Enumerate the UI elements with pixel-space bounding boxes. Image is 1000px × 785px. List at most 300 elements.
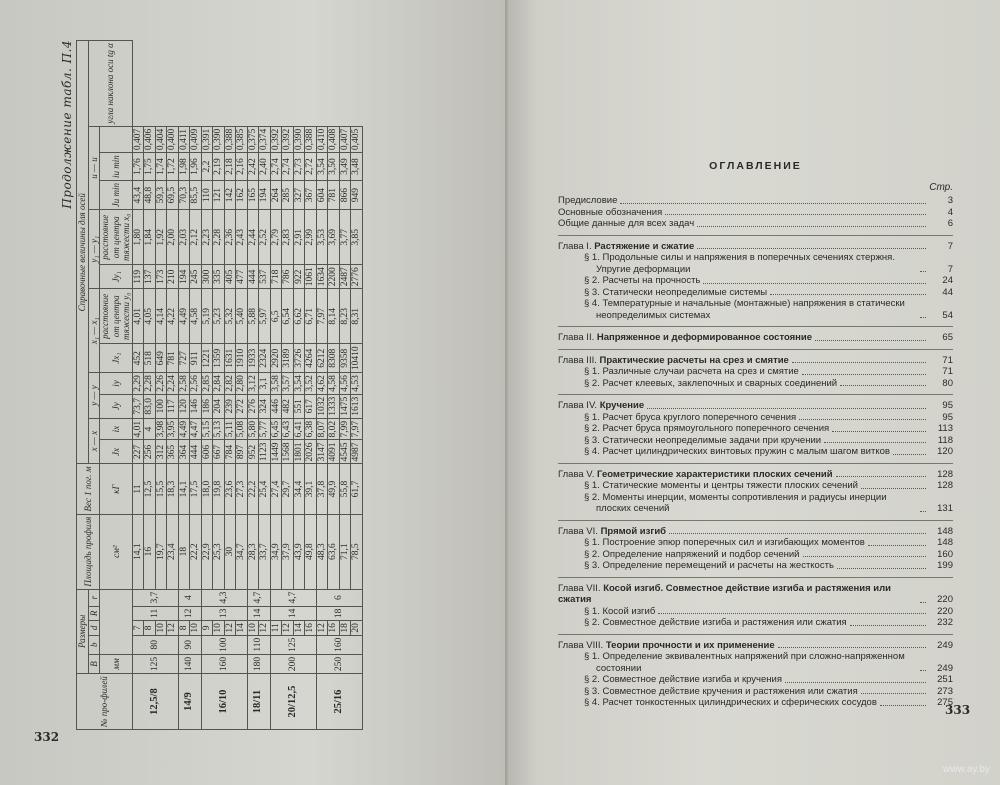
toc-page-number: 118 (937, 434, 953, 446)
toc-page-number: 160 (937, 548, 953, 560)
dim-B: 180 (247, 654, 270, 673)
table-cell: 1,80 (132, 210, 144, 265)
toc-entry (558, 412, 953, 424)
toc-page-number: 6 (947, 218, 953, 229)
table-cell: 911 (190, 344, 202, 373)
table-cell: 5,97 (259, 289, 271, 344)
col-yy: y — y (88, 373, 100, 419)
chapter-prefix: Глава VII. (558, 582, 604, 594)
dot-leader (658, 613, 926, 614)
table-cell: 0,400 (167, 126, 179, 152)
toc-page-number: 220 (937, 605, 953, 617)
table-cell: 1,74 (155, 153, 167, 181)
table-cell: 276 (247, 394, 259, 418)
toc-entry-title: § 2. Моменты инерции, моменты сопротивления и радиусы инерции плоских сечений (584, 491, 887, 514)
dot-leader (861, 488, 926, 489)
table-cell: 667 (213, 440, 225, 464)
table-cell: 0,388 (305, 126, 317, 152)
table-cell: 48,8 (144, 180, 156, 209)
table-cell: 0,390 (293, 126, 305, 152)
table-cell: 335 (213, 265, 225, 289)
table-cell: 4,22 (167, 289, 179, 344)
table-cell: 4264 (305, 344, 317, 373)
dot-leader (920, 511, 926, 512)
toc-page-number: 71 (942, 366, 953, 377)
table-cell: 27,3 (236, 464, 248, 514)
table-cell: 0,385 (236, 126, 248, 152)
table-cell: 0,375 (247, 126, 259, 152)
table-cell: 3,1 (259, 373, 271, 395)
table-cell: 37,9 (282, 514, 294, 589)
dim-B: 140 (178, 654, 201, 673)
table-cell: 537 (259, 265, 271, 289)
chapter-divider (558, 463, 953, 464)
table-cell: 6212 (316, 344, 328, 373)
table-cell: 5,11 (224, 418, 236, 440)
toc-page-number: 65 (942, 332, 953, 343)
dot-leader (792, 362, 926, 363)
dim-R: 18 (316, 606, 362, 621)
table-cell: 2200 (328, 265, 340, 289)
dot-leader (832, 431, 926, 432)
table-cell: 19,8 (213, 464, 225, 514)
table-cell: 364 (178, 440, 190, 464)
toc-entry-title: Предисловие (558, 195, 618, 206)
profile-number: 14/9 (178, 674, 201, 730)
table-cell: 312 (155, 440, 167, 464)
toc-page-number: 71 (942, 354, 953, 366)
toc-entry (558, 469, 953, 481)
col-Jy1: Jy₁ (100, 265, 133, 289)
chapter-title: Напряженное и деформированное состояние (596, 332, 813, 343)
profile-number: 18/11 (247, 674, 270, 730)
table-cell: 2,58 (178, 373, 190, 395)
col-x0: расстояние от центра тяжести x₀ (100, 210, 133, 265)
toc-page-number: 249 (937, 639, 953, 651)
table-cell: 0,392 (282, 126, 294, 152)
toc-entry (558, 446, 953, 458)
table-cell: 367 (305, 180, 317, 209)
dim-b: 90 (178, 635, 201, 654)
toc-page-number: 95 (942, 400, 953, 411)
table-cell: 2,28 (213, 210, 225, 265)
table-cell: 1631 (224, 344, 236, 373)
table-cell: 4545 (339, 440, 351, 464)
chapter-prefix: Глава II. (558, 332, 597, 343)
dim-r: 4 (178, 589, 201, 606)
table-cell: 0,411 (178, 126, 190, 152)
toc-entry (558, 549, 953, 561)
table-cell: 1,92 (155, 210, 167, 265)
toc-entry (558, 435, 953, 447)
toc-page-number: 273 (937, 685, 953, 697)
table-cell: 1634 (316, 265, 328, 289)
dim-d: 16 (305, 621, 317, 636)
table-row (155, 41, 167, 730)
dot-leader (893, 454, 926, 455)
chapter-title: Геометрические характеристики плоских сечений (597, 468, 833, 480)
table-cell: 2,12 (190, 210, 202, 265)
col-r: r (88, 589, 100, 606)
chapter-title: Растяжение и сжатие (594, 240, 695, 252)
dim-d: 12 (282, 621, 294, 636)
table-cell: 0,406 (144, 126, 156, 152)
toc-page-number: 4 (947, 206, 953, 218)
table-cell: 210 (167, 265, 179, 289)
dim-b: 125 (270, 635, 316, 654)
toc-entry-title: § 4. Температурные и начальные (монтажные) напряжения в статически неопределимых системах (584, 298, 905, 321)
table-cell: 3,69 (328, 210, 340, 265)
dim-b: 160 (316, 635, 362, 654)
table-cell: 55,8 (339, 464, 351, 514)
table-cell: 23,4 (167, 514, 179, 589)
col-y1y1: y₁ — y₁ (88, 210, 100, 289)
table-cell: 3,52 (305, 373, 317, 395)
table-cell: 1801 (293, 440, 305, 464)
table-cell: 0,391 (201, 126, 213, 152)
toc-chapters (558, 235, 953, 709)
toc-entry (558, 640, 953, 652)
col-d: d (88, 621, 100, 636)
table-cell: 2,74 (270, 153, 282, 181)
dot-leader (920, 602, 926, 603)
table-row (144, 41, 156, 730)
table-cell: 482 (282, 394, 294, 418)
toc-entry-title: § 4. Расчет цилиндрических винтовых пружин с малым шагом витков (584, 446, 890, 457)
col-Jx1: Jx₁ (100, 344, 133, 373)
table-cell: 1,75 (144, 153, 156, 181)
table-cell: 34,7 (236, 514, 248, 589)
table-cell: 173 (155, 265, 167, 289)
table-cell: 239 (224, 394, 236, 418)
toc-entry (558, 617, 953, 629)
table-cell: 8,07 (316, 418, 328, 440)
toc-entry (558, 560, 953, 572)
table-cell: 0,388 (224, 126, 236, 152)
table-cell: 22,2 (190, 514, 202, 589)
table-cell: 110 (201, 180, 213, 209)
dot-leader (920, 271, 926, 272)
dim-d: 10 (190, 621, 202, 636)
toc-entry (558, 423, 953, 435)
table-cell: 2,2 (201, 153, 213, 181)
table-row (316, 41, 328, 730)
table-cell: 6,62 (293, 289, 305, 344)
table-cell: 1221 (201, 344, 213, 373)
dot-leader (880, 705, 926, 706)
table-row (213, 41, 225, 730)
table-cell: 3,49 (339, 153, 351, 181)
table-cell: 1,84 (144, 210, 156, 265)
table-cell: 256 (144, 440, 156, 464)
table-cell: 2487 (339, 265, 351, 289)
toc-page-number: 24 (942, 275, 953, 286)
col-iumin: iu min (100, 153, 133, 181)
table-cell: 4,49 (178, 289, 190, 344)
table-cell: 786 (282, 265, 294, 289)
table-cell: 2,85 (201, 373, 213, 395)
table-row (190, 41, 202, 730)
col-tga: угла наклона оси tg α (88, 41, 132, 127)
table-cell: 4,49 (178, 418, 190, 440)
col-Jumin: Ju min (100, 180, 133, 209)
table-cell: 6,41 (293, 418, 305, 440)
table-cell: 48,3 (316, 514, 328, 589)
toc-entry-title: § 1. Косой изгиб (584, 605, 656, 617)
table-cell: 7,99 (339, 418, 351, 440)
table-cell: 3,50 (328, 153, 340, 181)
table-cell: 1,72 (167, 153, 179, 181)
dot-leader (620, 203, 926, 204)
table-row (270, 41, 282, 730)
table-row (328, 41, 340, 730)
toc-entry-title: § 3. Совместное действие кручения и растяжения или сжатия (584, 685, 858, 697)
toc-page-number: 80 (942, 377, 953, 389)
table-cell: 2,24 (167, 373, 179, 395)
dim-d: 12 (259, 621, 271, 636)
dim-B: 200 (270, 654, 316, 673)
chapter-divider (558, 235, 953, 236)
table-cell: 4,58 (328, 373, 340, 395)
toc-entry-title (558, 526, 666, 538)
dot-leader (837, 568, 926, 569)
table-cell: 25,4 (259, 464, 271, 514)
table-cell: 2,29 (132, 373, 144, 395)
table-cell: 922 (293, 265, 305, 289)
toc-entry (558, 332, 953, 344)
table-cell: 18,0 (201, 464, 213, 514)
dim-b: 100 (201, 635, 247, 654)
table-cell: 83,0 (144, 394, 156, 418)
toc-entry (558, 252, 953, 275)
toc-entry-title: § 1. Различные случаи расчета на срез и смятие (584, 366, 799, 377)
table-continuation-title: Продолжение табл. П.4 (60, 40, 74, 209)
table-cell: 227 (132, 440, 144, 464)
table-cell: 2,43 (236, 210, 248, 265)
table-cell: 61,7 (351, 464, 363, 514)
table-cell: 1,76 (132, 153, 144, 181)
table-cell: 327 (293, 180, 305, 209)
table-cell: 0,390 (213, 126, 225, 152)
dim-r: 4,7 (270, 589, 316, 606)
chapter-title: Теории прочности и их применение (605, 639, 775, 651)
toc-entry-title: § 1. Продольные силы и напряжения в поперечных сечениях стержня. Упругие деформации (584, 252, 895, 275)
table-cell: 2,03 (178, 210, 190, 265)
toc-entry (558, 480, 953, 492)
toc-page-number: 232 (937, 617, 953, 628)
toc-entry (558, 492, 953, 515)
table-row (293, 41, 305, 730)
table-cell: 4987 (351, 440, 363, 464)
table-cell: 1449 (270, 440, 282, 464)
table-cell: 4,14 (155, 289, 167, 344)
table-cell: 518 (144, 344, 156, 373)
table-cell: 117 (167, 394, 179, 418)
table-cell: 2,19 (213, 153, 225, 181)
toc-page-number: 199 (937, 560, 953, 571)
dim-b: 80 (132, 635, 178, 654)
table-cell: 551 (293, 394, 305, 418)
toc-entry-title: § 2. Совместное действие изгиба и растяжения или сжатия (584, 617, 847, 628)
table-cell: 5,13 (213, 418, 225, 440)
toc-page-number: 128 (937, 468, 953, 480)
table-cell: 146 (190, 394, 202, 418)
toc-entry-title: § 2. Определение напряжений и подбор сечений (584, 548, 800, 560)
dim-b: 110 (247, 635, 270, 654)
table-cell: 2026 (305, 440, 317, 464)
dot-leader (802, 374, 926, 375)
table-cell: 5,32 (224, 289, 236, 344)
toc-entry-title: § 2. Совместное действие изгиба и кручения (584, 674, 782, 685)
page-column-label: Стр. (929, 182, 953, 193)
dim-R: 14 (270, 606, 316, 621)
dim-d: 9 (201, 621, 213, 636)
table-cell: 1910 (236, 344, 248, 373)
col-area: Площадь профиля (77, 514, 100, 589)
table-cell: 2,26 (155, 373, 167, 395)
table-cell: 0,407 (339, 126, 351, 152)
toc-entry-title: § 1. Определение эквивалентных напряжений при сложно-напряженном состоянии (584, 651, 905, 674)
table-cell: 18 (178, 514, 190, 589)
table-row (247, 41, 259, 730)
toc-entry (558, 355, 953, 367)
col-x1x1: x₁ — x₁ (88, 289, 100, 373)
table-cell: 39,1 (305, 464, 317, 514)
table-cell: 11 (132, 464, 144, 514)
table-cell: 49,9 (328, 464, 340, 514)
table-cell: 73,7 (132, 394, 144, 418)
chapter-title: Прямой изгиб (600, 525, 667, 537)
table-cell: 8308 (328, 344, 340, 373)
table-cell: 2,18 (224, 153, 236, 181)
toc-page-number: 44 (942, 286, 953, 298)
toc-page-number: 3 (947, 195, 953, 206)
table-cell: 19,7 (155, 514, 167, 589)
table-cell: 4,05 (144, 289, 156, 344)
table-cell: 34,4 (293, 464, 305, 514)
toc-entry-title: § 3. Определение перемещений и расчеты на жесткость (584, 560, 834, 571)
table-cell: 71,1 (339, 514, 351, 589)
table-cell: 3,54 (293, 373, 305, 395)
table-cell: 7,97 (351, 418, 363, 440)
unit-weight: кГ (100, 464, 133, 514)
table-cell: 2324 (259, 344, 271, 373)
table-cell: 22,2 (247, 464, 259, 514)
toc-entry (558, 195, 953, 207)
col-ref: Справочные величины для осей (77, 41, 89, 464)
watermark: www.ay.by (942, 764, 990, 775)
table-cell: 2,83 (282, 210, 294, 265)
table-cell: 2,91 (293, 210, 305, 265)
table-cell: 606 (201, 440, 213, 464)
table-cell: 866 (339, 180, 351, 209)
dot-leader (799, 419, 926, 420)
toc-entry-title: § 1. Построение эпюр поперечных сил и изгибающих моментов (584, 537, 865, 548)
toc-entry-title: § 4. Расчет тонкостенных цилиндрических и сферических сосудов (584, 697, 877, 708)
table-cell: 1613 (351, 394, 363, 418)
toc-page-number: 275 (937, 697, 953, 708)
dim-r: 4,3 (201, 589, 247, 606)
table-cell: 8,23 (339, 289, 351, 344)
chapter-divider (558, 520, 953, 521)
toc-entry-title: § 2. Расчеты на прочность (584, 275, 701, 286)
dim-B: 125 (132, 654, 178, 673)
table-cell: 1123 (259, 440, 271, 464)
table-cell: 1359 (213, 344, 225, 373)
table-cell: 6,71 (305, 289, 317, 344)
chapter-prefix: Глава III. (558, 354, 600, 366)
table-cell: 2,74 (282, 153, 294, 181)
table-cell: 8,02 (328, 418, 340, 440)
chapter-divider (558, 634, 953, 635)
col-ix: ix (100, 418, 133, 440)
dim-d: 16 (328, 621, 340, 636)
toc-entry-title: § 2. Расчет клеевых, заклепочных и сварных соединений (584, 377, 838, 389)
table-cell: 4,47 (190, 418, 202, 440)
table-cell: 5,88 (247, 289, 259, 344)
toc-page-number: 95 (942, 411, 953, 423)
dot-leader (770, 294, 926, 295)
table-cell: 405 (224, 265, 236, 289)
toc-entry-title: § 1. Статические моменты и центры тяжести плоских сечений (584, 480, 858, 491)
table-cell: 649 (155, 344, 167, 373)
table-cell: 3,48 (351, 153, 363, 181)
table-cell: 2,84 (213, 373, 225, 395)
toc-entry-title (558, 400, 644, 412)
table-row (201, 41, 213, 730)
dot-leader (669, 533, 926, 534)
table-cell: 781 (167, 344, 179, 373)
unit-dims (100, 589, 133, 654)
dim-R: 11 (132, 606, 178, 621)
table-cell: 33,7 (259, 514, 271, 589)
toc-entry (558, 241, 953, 253)
table-cell: 781 (328, 180, 340, 209)
table-cell: 5,80 (247, 418, 259, 440)
toc-entry (558, 366, 953, 378)
table-cell: 2,42 (247, 153, 259, 181)
table-cell: 245 (190, 265, 202, 289)
table-row (236, 41, 248, 730)
chapter-divider (558, 349, 953, 350)
table-cell: 2,73 (293, 153, 305, 181)
toc-entry-title: Общие данные для всех задач (558, 218, 695, 229)
dim-d: 8 (178, 621, 190, 636)
table-cell: 2,52 (259, 210, 271, 265)
rotated-table-block (60, 40, 363, 730)
table-cell: 4,56 (339, 373, 351, 395)
table-cell: 186 (201, 394, 213, 418)
table-cell: 78,5 (351, 514, 363, 589)
toc-page-number: 148 (937, 537, 953, 548)
chapter-prefix: Глава V. (558, 468, 598, 480)
table-cell: 952 (247, 440, 259, 464)
table-cell: 3,53 (316, 210, 328, 265)
dim-R: 13 (201, 606, 247, 621)
dim-d: 7 (132, 621, 144, 636)
toc-entry (558, 697, 953, 709)
table-cell: 165 (247, 180, 259, 209)
table-cell: 1933 (247, 344, 259, 373)
table-cell: 1061 (305, 265, 317, 289)
col-Jx: Jx (100, 440, 133, 464)
table-cell: 4,53 (351, 373, 363, 395)
table-cell: 285 (282, 180, 294, 209)
toc-entry (558, 674, 953, 686)
table-of-contents (558, 160, 953, 709)
dim-d: 12 (167, 621, 179, 636)
table-cell: 5,23 (213, 289, 225, 344)
